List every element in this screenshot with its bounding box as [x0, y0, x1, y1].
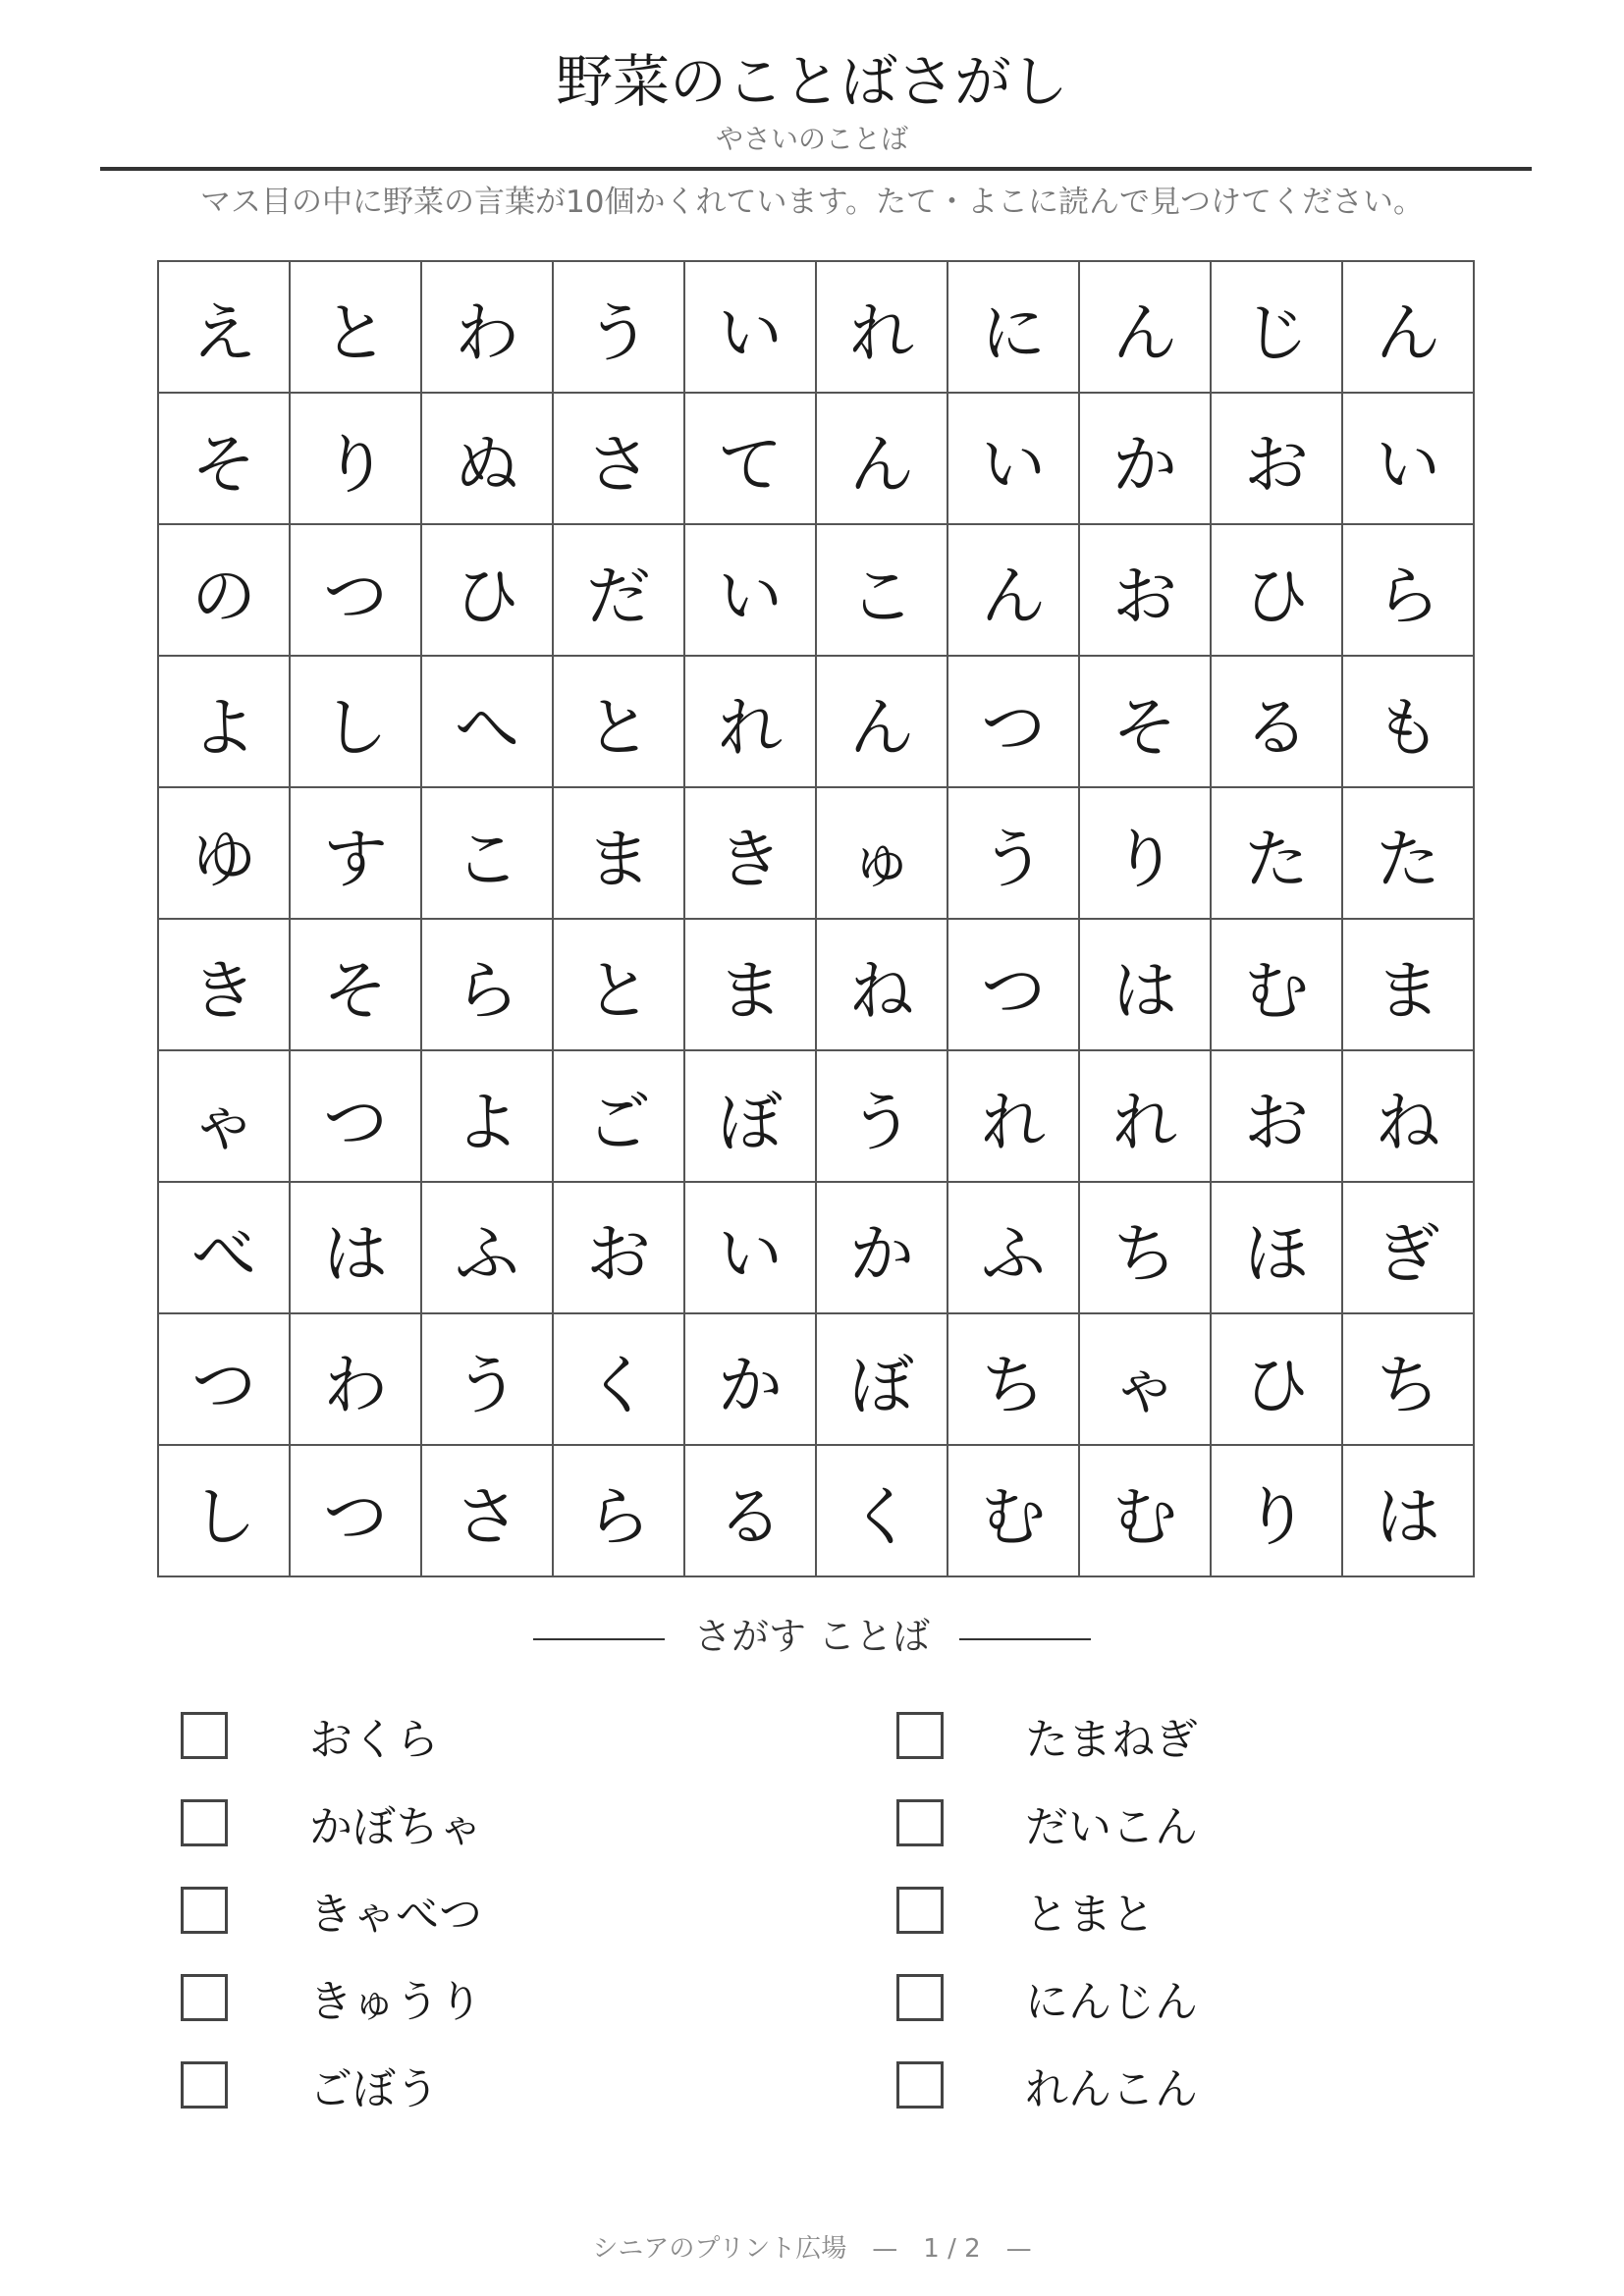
- grid-cell[interactable]: そ: [159, 394, 291, 525]
- grid-cell[interactable]: れ: [685, 657, 817, 788]
- word-item: [181, 1706, 439, 1765]
- grid-cell[interactable]: い: [685, 262, 817, 394]
- word-list-heading-text: さがす ことば: [693, 1615, 931, 1658]
- word-label: きゃべつ: [309, 1890, 482, 1940]
- grid-cell[interactable]: ひ: [422, 525, 554, 657]
- grid-cell[interactable]: く: [554, 1314, 685, 1446]
- grid-cell[interactable]: れ: [948, 1051, 1080, 1183]
- grid-cell[interactable]: ゃ: [159, 1051, 291, 1183]
- page-footer: シニアのプリント広場 — 1 / 2 —: [592, 2234, 1032, 2264]
- grid-cell[interactable]: に: [948, 262, 1080, 394]
- word-checkbox[interactable]: [896, 2061, 944, 2109]
- grid-cell[interactable]: む: [1080, 1446, 1212, 1577]
- grid-cell[interactable]: つ: [948, 657, 1080, 788]
- grid-cell[interactable]: る: [685, 1446, 817, 1577]
- page-subtitle: やさいのことば: [715, 123, 908, 155]
- word-label: ごぼう: [309, 2064, 439, 2114]
- grid-cell[interactable]: か: [1080, 394, 1212, 525]
- word-search-grid: [157, 260, 1475, 1577]
- grid-cell[interactable]: つ: [159, 1314, 291, 1446]
- grid-cell[interactable]: よ: [422, 1051, 554, 1183]
- grid-cell[interactable]: わ: [291, 1314, 422, 1446]
- word-label: だいこん: [1025, 1802, 1198, 1852]
- word-label: れんこん: [1025, 2064, 1198, 2114]
- grid-cell[interactable]: ひ: [1212, 525, 1343, 657]
- grid-cell[interactable]: は: [1080, 920, 1212, 1051]
- word-checkbox[interactable]: [181, 2061, 228, 2109]
- grid-cell[interactable]: ぼ: [685, 1051, 817, 1183]
- grid-cell[interactable]: ら: [554, 1446, 685, 1577]
- grid-cell[interactable]: ぬ: [422, 394, 554, 525]
- grid-cell[interactable]: わ: [422, 262, 554, 394]
- grid-cell[interactable]: ま: [685, 920, 817, 1051]
- grid-cell[interactable]: つ: [291, 1446, 422, 1577]
- grid-cell[interactable]: ふ: [422, 1183, 554, 1314]
- word-checkbox[interactable]: [181, 1974, 228, 2021]
- grid-cell[interactable]: ま: [1343, 920, 1475, 1051]
- word-item: [896, 1968, 1198, 2027]
- word-checkbox[interactable]: [896, 1799, 944, 1846]
- grid-cell[interactable]: ん: [1343, 262, 1475, 394]
- grid-cell[interactable]: と: [554, 920, 685, 1051]
- grid-cell[interactable]: ち: [1343, 1314, 1475, 1446]
- word-label: きゅうり: [309, 1977, 482, 2027]
- grid-cell[interactable]: す: [291, 788, 422, 920]
- grid-cell[interactable]: つ: [291, 1051, 422, 1183]
- word-item: [181, 2056, 439, 2114]
- grid-cell[interactable]: も: [1343, 657, 1475, 788]
- word-list-heading: [0, 1614, 1624, 1659]
- grid-cell[interactable]: だ: [554, 525, 685, 657]
- word-checkbox[interactable]: [896, 1974, 944, 2021]
- grid-cell[interactable]: た: [1343, 788, 1475, 920]
- grid-cell[interactable]: く: [817, 1446, 948, 1577]
- grid-cell[interactable]: ぎ: [1343, 1183, 1475, 1314]
- grid-cell[interactable]: ね: [1343, 1051, 1475, 1183]
- word-checkbox[interactable]: [896, 1712, 944, 1759]
- grid-cell[interactable]: ん: [817, 657, 948, 788]
- grid-cell[interactable]: り: [291, 394, 422, 525]
- grid-cell[interactable]: と: [554, 657, 685, 788]
- grid-cell[interactable]: れ: [1080, 1051, 1212, 1183]
- grid-cell[interactable]: ん: [817, 394, 948, 525]
- instructions: マス目の中に野菜の言葉が10個かくれています。たて・よこに読んで見つけてください。: [200, 185, 1424, 220]
- header-divider: [100, 167, 1532, 171]
- grid-cell[interactable]: べ: [159, 1183, 291, 1314]
- grid-cell[interactable]: の: [159, 525, 291, 657]
- word-item: [896, 2056, 1198, 2114]
- word-checkbox[interactable]: [896, 1887, 944, 1934]
- grid-cell[interactable]: う: [554, 262, 685, 394]
- word-checkbox[interactable]: [181, 1887, 228, 1934]
- grid-cell[interactable]: さ: [422, 1446, 554, 1577]
- grid-cell[interactable]: ち: [948, 1314, 1080, 1446]
- grid-cell[interactable]: そ: [291, 920, 422, 1051]
- grid-cell[interactable]: ご: [554, 1051, 685, 1183]
- grid-cell[interactable]: ね: [817, 920, 948, 1051]
- grid-cell[interactable]: ら: [422, 920, 554, 1051]
- grid-cell[interactable]: こ: [422, 788, 554, 920]
- grid-cell[interactable]: こ: [817, 525, 948, 657]
- grid-cell[interactable]: り: [1212, 1446, 1343, 1577]
- grid-cell[interactable]: か: [817, 1183, 948, 1314]
- grid-cell[interactable]: へ: [422, 657, 554, 788]
- word-item: [181, 1968, 482, 2027]
- word-label: にんじん: [1025, 1977, 1198, 2027]
- grid-cell[interactable]: さ: [554, 394, 685, 525]
- word-label: たまねぎ: [1025, 1715, 1198, 1765]
- word-item: [181, 1793, 482, 1852]
- grid-cell[interactable]: う: [422, 1314, 554, 1446]
- heading-rule-right: [959, 1638, 1091, 1640]
- grid-cell[interactable]: ふ: [948, 1183, 1080, 1314]
- grid-cell[interactable]: そ: [1080, 657, 1212, 788]
- grid-cell[interactable]: は: [1343, 1446, 1475, 1577]
- grid-cell[interactable]: き: [159, 920, 291, 1051]
- grid-cell[interactable]: た: [1212, 788, 1343, 920]
- grid-cell[interactable]: お: [1080, 525, 1212, 657]
- word-item: [896, 1881, 1155, 1940]
- grid-cell[interactable]: む: [948, 1446, 1080, 1577]
- grid-cell[interactable]: い: [948, 394, 1080, 525]
- grid-cell[interactable]: う: [817, 1051, 948, 1183]
- heading-rule-left: [533, 1638, 665, 1640]
- grid-cell[interactable]: お: [554, 1183, 685, 1314]
- grid-cell[interactable]: は: [291, 1183, 422, 1314]
- word-checkbox[interactable]: [181, 1712, 228, 1759]
- grid-cell[interactable]: い: [1343, 394, 1475, 525]
- grid-cell[interactable]: ま: [554, 788, 685, 920]
- grid-cell[interactable]: え: [159, 262, 291, 394]
- word-checkbox[interactable]: [181, 1799, 228, 1846]
- grid-cell[interactable]: ん: [1080, 262, 1212, 394]
- word-item: [896, 1706, 1198, 1765]
- grid-cell[interactable]: ゅ: [817, 788, 948, 920]
- grid-cell[interactable]: り: [1080, 788, 1212, 920]
- grid-cell[interactable]: い: [685, 1183, 817, 1314]
- word-item: [181, 1881, 482, 1940]
- word-label: とまと: [1025, 1890, 1155, 1940]
- grid-cell[interactable]: む: [1212, 920, 1343, 1051]
- word-item: [896, 1793, 1198, 1852]
- grid-cell[interactable]: ゃ: [1080, 1314, 1212, 1446]
- grid-cell[interactable]: れ: [817, 262, 948, 394]
- grid-cell[interactable]: し: [159, 1446, 291, 1577]
- word-label: おくら: [309, 1715, 439, 1765]
- page-title: 野菜のことばさがし: [555, 48, 1068, 115]
- grid-cell[interactable]: お: [1212, 1051, 1343, 1183]
- grid-cell[interactable]: る: [1212, 657, 1343, 788]
- grid-cell[interactable]: ひ: [1212, 1314, 1343, 1446]
- grid-cell[interactable]: し: [291, 657, 422, 788]
- grid-cell[interactable]: ほ: [1212, 1183, 1343, 1314]
- grid-cell[interactable]: ら: [1343, 525, 1475, 657]
- grid-cell[interactable]: か: [685, 1314, 817, 1446]
- grid-cell[interactable]: て: [685, 394, 817, 525]
- grid-cell[interactable]: い: [685, 525, 817, 657]
- grid-cell[interactable]: う: [948, 788, 1080, 920]
- grid-cell[interactable]: き: [685, 788, 817, 920]
- grid-cell[interactable]: じ: [1212, 262, 1343, 394]
- grid-cell[interactable]: つ: [291, 525, 422, 657]
- grid-cell[interactable]: ち: [1080, 1183, 1212, 1314]
- grid-cell[interactable]: と: [291, 262, 422, 394]
- grid-cell[interactable]: よ: [159, 657, 291, 788]
- word-label: かぼちゃ: [309, 1802, 482, 1852]
- grid-cell[interactable]: ぼ: [817, 1314, 948, 1446]
- grid-cell[interactable]: つ: [948, 920, 1080, 1051]
- grid-cell[interactable]: ん: [948, 525, 1080, 657]
- grid-cell[interactable]: お: [1212, 394, 1343, 525]
- grid-cell[interactable]: ゆ: [159, 788, 291, 920]
